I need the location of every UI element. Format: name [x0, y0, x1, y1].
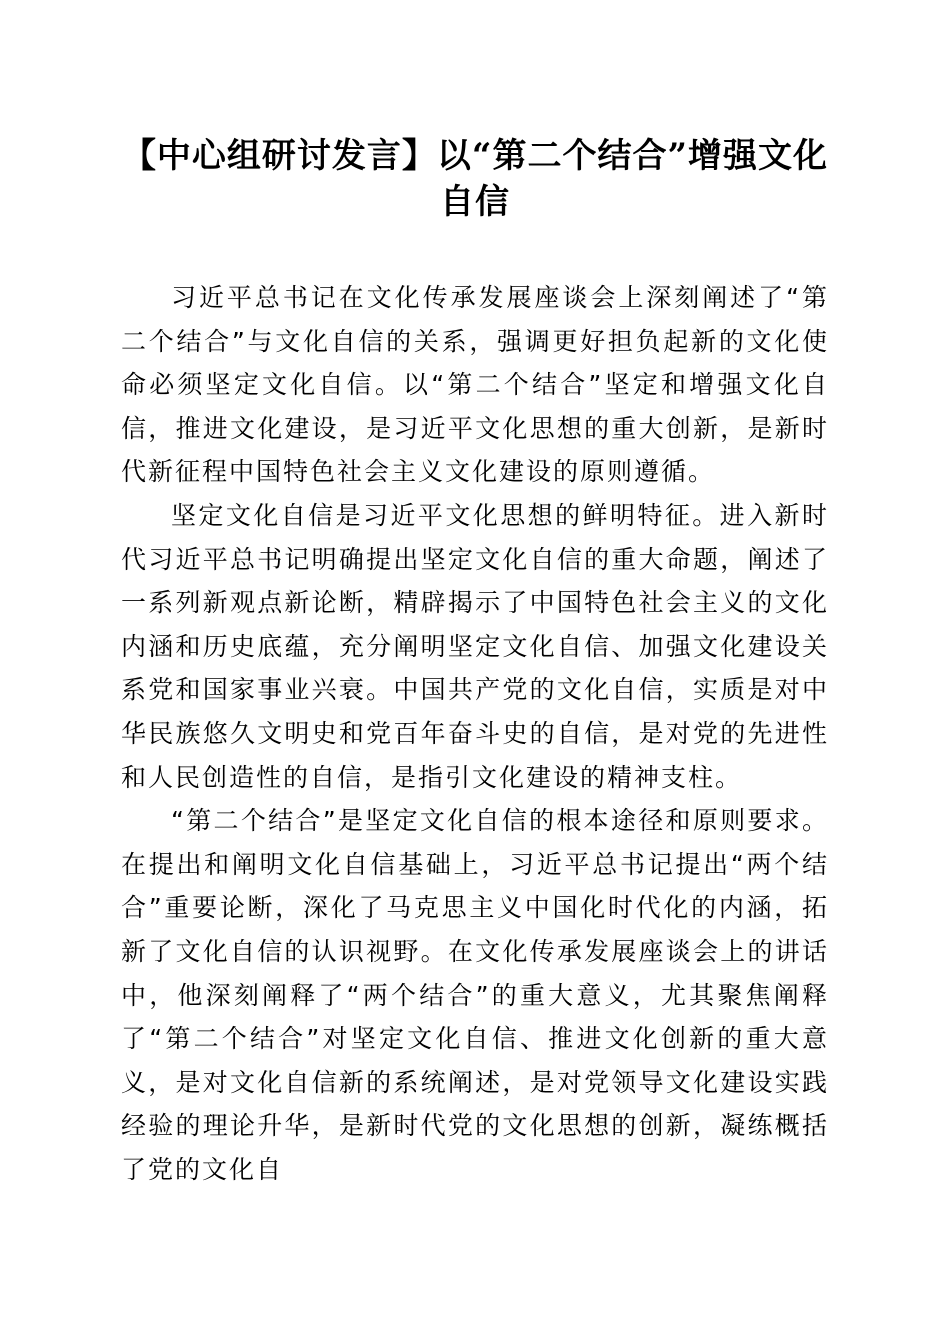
document-title: 【中心组研讨发言】以“第二个结合”增强文化自信: [121, 136, 829, 222]
paragraph: 习近平总书记在文化传承发展座谈会上深刻阐述了“第二个结合”与文化自信的关系，强调更好担负起新的文化使命必须坚定文化自信。以“第二个结合”坚定和增强文化自信，推进文化建设，是习近平文化思想的重大创新，是新时代新征程中国特色社会主义文化建设的原则遵循。: [121, 283, 829, 487]
paragraph: “第二个结合”是坚定文化自信的根本途径和原则要求。在提出和阐明文化自信基础上，习近平总书记提出“两个结合”重要论断，深化了马克思主义中国化时代化的内涵，拓新了文化自信的认识视野。在文化传承发展座谈会上的讲话中，他深刻阐释了“两个结合”的重大意义，尤其聚焦阐释了“第二个结合”对坚定文化自信、推进文化创新的重大意义，是对文化自信新的系统阐述，是对党领导文化建设实践经验的理论升华，是新时代党的文化思想的创新，凝练概括了党的文化自: [121, 806, 829, 1184]
paragraph: 坚定文化自信是习近平文化思想的鲜明特征。进入新时代习近平总书记明确提出坚定文化自信的重大命题，阐述了一系列新观点新论断，精辟揭示了中国特色社会主义的文化内涵和历史底蕴，充分阐明坚定文化自信、加强文化建设关系党和国家事业兴衰。中国共产党的文化自信，实质是对中华民族悠久文明史和党百年奋斗史的自信，是对党的先进性和人民创造性的自信，是指引文化建设的精神支柱。: [121, 500, 829, 792]
document-body: [121, 276, 829, 1191]
